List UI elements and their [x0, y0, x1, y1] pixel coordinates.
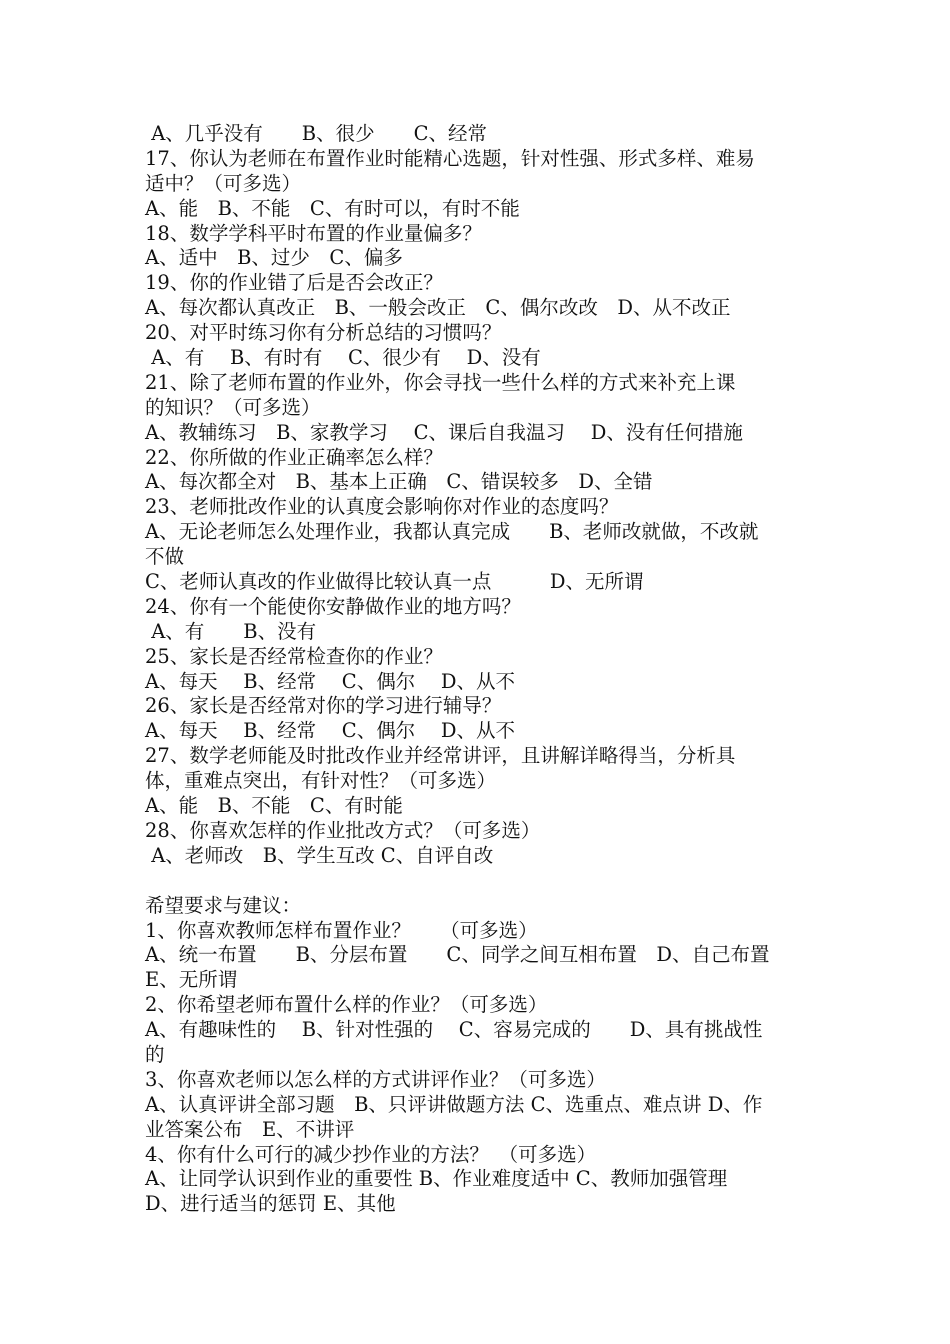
text-line: 的知识？（可多选） [145, 395, 321, 419]
text-line: 26、家长是否经常对你的学习进行辅导？ [145, 694, 502, 718]
text-line: 27、数学老师能及时批改作业并经常讲评，且讲解详略得当，分析具 [145, 744, 736, 768]
text-line: 21、除了老师布置的作业外，你会寻找一些什么样的方式来补充上课 [145, 370, 736, 394]
text-line: 25、家长是否经常检查你的作业？ [145, 644, 443, 668]
text-line: A、有 B、没有 [145, 619, 317, 643]
text-line: A、每次都认真改正 B、一般会改正 C、偶尔改改 D、从不改正 [145, 296, 731, 320]
text-line: A、教辅练习 B、家教学习 C、课后自我温习 D、没有任何措施 [145, 420, 743, 444]
text-line: A、几乎没有 B、很少 C、经常 [145, 122, 488, 145]
text-line: A、老师改 B、学生互改 C、自评自改 [145, 843, 494, 867]
text-line: A、能 B、不能 C、有时能 [145, 794, 403, 818]
text-line: 20、对平时练习你有分析总结的习惯吗？ [145, 321, 502, 345]
text-line: 适中？（可多选） [145, 171, 302, 195]
document-page [145, 122, 810, 1217]
blank-line [145, 869, 810, 894]
text-line: 4、你有什么可行的减少抄作业的方法？ （可多选） [145, 1142, 597, 1166]
text-line: 不做 [145, 545, 185, 569]
text-line: C、老师认真改的作业做得比较认真一点 D、无所谓 [145, 570, 644, 594]
text-line: 17、你认为老师在布置作业时能精心选题，针对性强、形式多样、难易 [145, 146, 755, 170]
text-line: D、进行适当的惩罚 E、其他 [145, 1192, 396, 1216]
text-line: 28、你喜欢怎样的作业批改方式？（可多选） [145, 818, 541, 842]
text-line: A、无论老师怎么处理作业，我都认真完成 B、老师改就做，不改就 [145, 520, 759, 544]
text-line: A、每天 B、经常 C、偶尔 D、从不 [145, 719, 516, 743]
text-line: A、让同学认识到作业的重要性 B、作业难度适中 C、教师加强管理 [145, 1167, 728, 1191]
text-line: 2、你希望老师布置什么样的作业？（可多选） [145, 993, 548, 1017]
text-line: A、有 B、有时有 C、很少有 D、没有 [145, 346, 541, 370]
text-line: 的 [145, 1042, 165, 1066]
text-line: 体，重难点突出，有针对性？（可多选） [145, 769, 497, 793]
text-line: A、每次都全对 B、基本上正确 C、错误较多 D、全错 [145, 470, 653, 494]
section-heading: 希望要求与建议： [145, 893, 302, 917]
text-line: A、有趣味性的 B、针对性强的 C、容易完成的 D、具有挑战性 [145, 1018, 763, 1042]
text-line: A、每天 B、经常 C、偶尔 D、从不 [145, 669, 516, 693]
text-line: 23、老师批改作业的认真度会影响你对作业的态度吗？ [145, 495, 619, 519]
text-line: 业答案公布 E、不讲评 [145, 1117, 355, 1141]
text-line: A、认真评讲全部习题 B、只评讲做题方法 C、选重点、难点讲 D、作 [145, 1092, 763, 1116]
text-line: 18、数学学科平时布置的作业量偏多？ [145, 221, 482, 245]
text-line: 19、你的作业错了后是否会改正？ [145, 271, 443, 295]
text-line: E、无所谓 [145, 968, 238, 992]
text-line: A、适中 B、过少 C、偏多 [145, 246, 403, 270]
text-line: 22、你所做的作业正确率怎么样？ [145, 445, 443, 469]
text-line: 3、你喜欢老师以怎么样的方式讲评作业？（可多选） [145, 1067, 606, 1091]
text-line: 1、你喜欢教师怎样布置作业？ （可多选） [145, 918, 538, 942]
text-line: A、能 B、不能 C、有时可以，有时不能 [145, 196, 520, 220]
text-line: 24、你有一个能使你安静做作业的地方吗？ [145, 594, 521, 618]
text-line: A、统一布置 B、分层布置 C、同学之间互相布置 D、自己布置 [145, 943, 770, 967]
